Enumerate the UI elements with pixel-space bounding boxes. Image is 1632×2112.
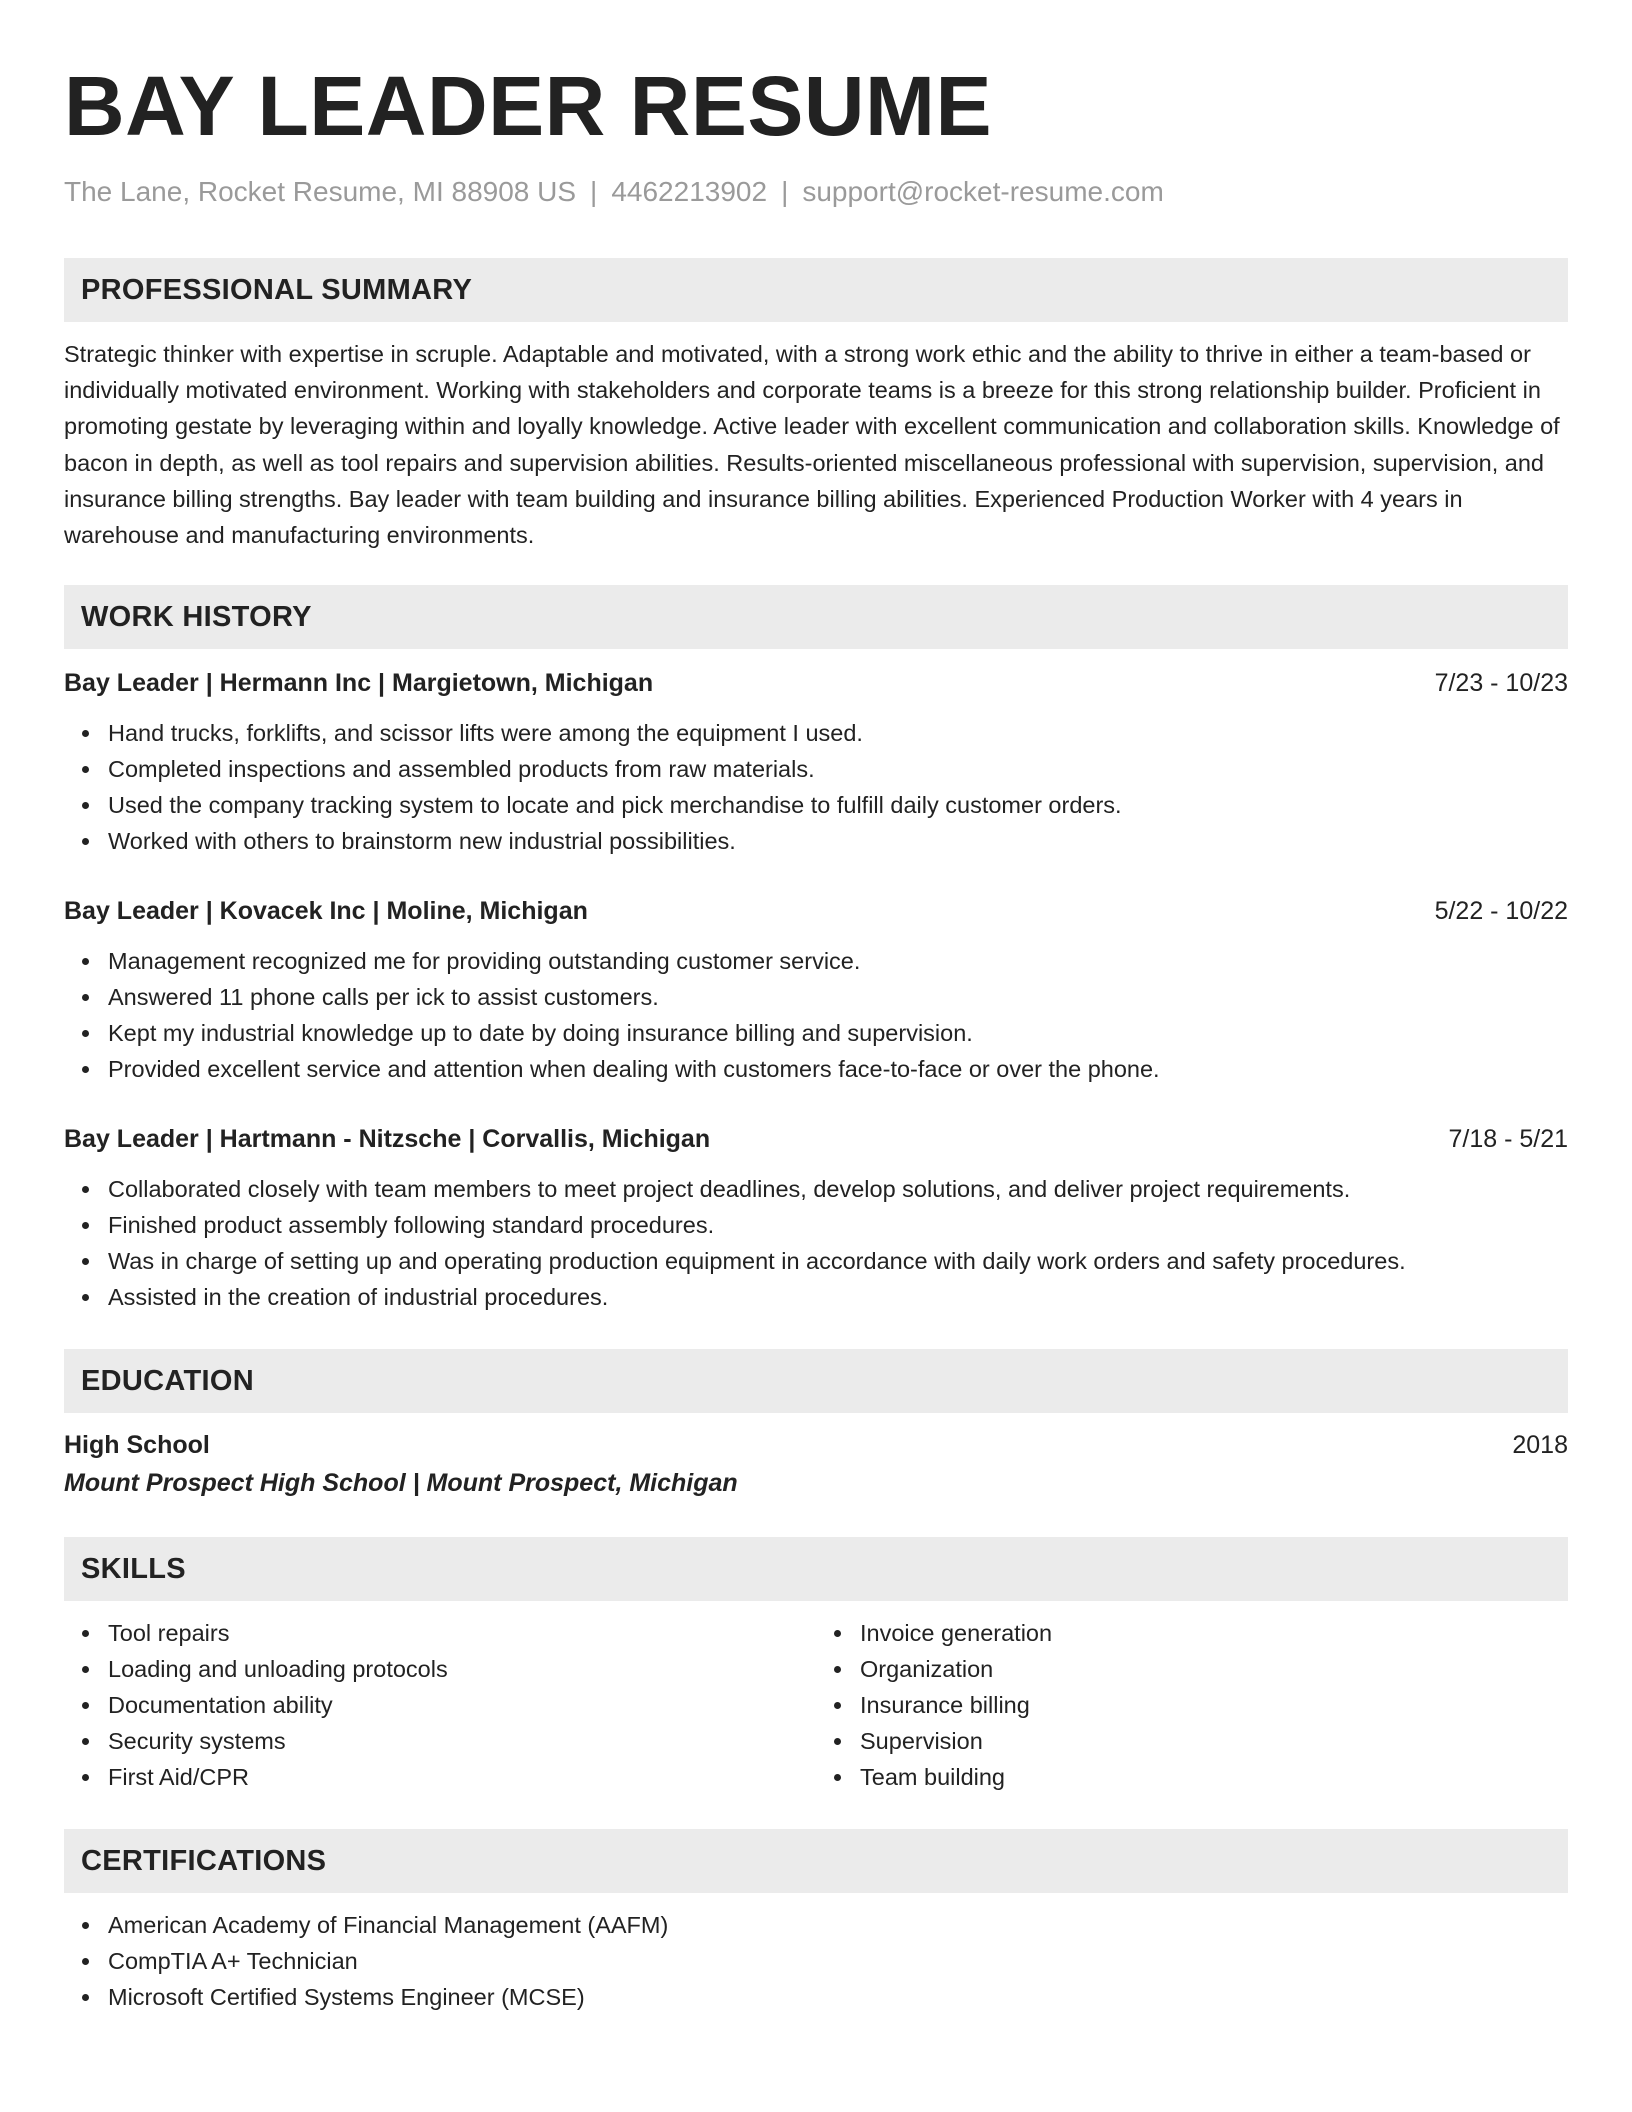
job-dates: 5/22 - 10/22 [1434, 897, 1568, 926]
job-bullet: Worked with others to brainstorm new industrial possibilities. [108, 823, 1568, 859]
work-history-heading: WORK HISTORY [64, 585, 1568, 649]
summary-text: Strategic thinker with expertise in scruple. Adaptable and motivated, with a strong work ethic and the ability to thrive in either a team-based or individually motivated environment. Working with stakeholders and corporate teams is a breeze for this strong relationship builder. Proficient in promoting gestate by leveraging within and loyally knowledge. Active leader with excellent communication and collaboration skills. Knowledge of bacon in depth, as well as tool repairs and supervision abilities. Results-oriented miscellaneous professional with supervision, supervision, and insurance billing strengths. Bay leader with team building and insurance billing abilities. Experienced Production Worker with 4 years in warehouse and manufacturing environments. [64, 341, 1560, 549]
contact-separator: | [590, 176, 598, 207]
job-bullet: Used the company tracking system to locate and pick merchandise to fulfill daily customer orders. [108, 787, 1568, 823]
skill-item: Security systems [108, 1723, 816, 1759]
certification-item: CompTIA A+ Technician [108, 1943, 1568, 1979]
contact-address: The Lane, Rocket Resume, MI 88908 US [64, 176, 577, 207]
job-bullet: Collaborated closely with team members to meet project deadlines, develop solutions, and deliver project requirements. [108, 1171, 1568, 1207]
job-title: Bay Leader | Hermann Inc | Margietown, Michigan [64, 669, 654, 698]
job-bullet: Completed inspections and assembled products from raw materials. [108, 751, 1568, 787]
education-degree: High School [64, 1431, 210, 1460]
skill-item: Invoice generation [860, 1615, 1568, 1651]
job-title: Bay Leader | Kovacek Inc | Moline, Michigan [64, 897, 588, 926]
job-bullet: Hand trucks, forklifts, and scissor lifts were among the equipment I used. [108, 715, 1568, 751]
certification-item: American Academy of Financial Management (AAFM) [108, 1907, 1568, 1943]
skills-list [816, 1615, 1568, 1795]
education-section [64, 1349, 1568, 1503]
skills-column-left [64, 1615, 816, 1795]
certifications-section [64, 1829, 1568, 2015]
job-bullet-list [64, 1171, 1568, 1315]
job-dates: 7/23 - 10/23 [1434, 669, 1568, 698]
job-bullet-list [64, 943, 1568, 1087]
resume-title: BAY LEADER RESUME [64, 59, 993, 153]
job-header [64, 893, 1568, 929]
skills-column-right [816, 1615, 1568, 1795]
work-history-section [64, 585, 1568, 1315]
contact-email: support@rocket-resume.com [802, 176, 1164, 207]
job-header [64, 665, 1568, 701]
skill-item: Team building [860, 1759, 1568, 1795]
skills-heading: SKILLS [64, 1537, 1568, 1601]
job-header [64, 1121, 1568, 1157]
skill-item: Insurance billing [860, 1687, 1568, 1723]
job-bullet: Was in charge of setting up and operating production equipment in accordance with daily work orders and safety procedures. [108, 1243, 1568, 1279]
job-bullet: Provided excellent service and attention when dealing with customers face-to-face or over the phone. [108, 1051, 1568, 1087]
skill-item: First Aid/CPR [108, 1759, 816, 1795]
certifications-list [64, 1907, 1568, 2015]
education-header [64, 1427, 1568, 1463]
job-bullet: Answered 11 phone calls per ick to assist customers. [108, 979, 1568, 1015]
contact-line [64, 174, 1568, 210]
skill-item: Organization [860, 1651, 1568, 1687]
job-dates: 7/18 - 5/21 [1448, 1125, 1568, 1154]
skill-item: Loading and unloading protocols [108, 1651, 816, 1687]
education-heading: EDUCATION [64, 1349, 1568, 1413]
certifications-heading: CERTIFICATIONS [64, 1829, 1568, 1893]
skill-item: Supervision [860, 1723, 1568, 1759]
skill-item: Documentation ability [108, 1687, 816, 1723]
job-entry [64, 893, 1568, 1087]
summary-heading: PROFESSIONAL SUMMARY [64, 258, 1568, 322]
job-title: Bay Leader | Hartmann - Nitzsche | Corvallis, Michigan [64, 1125, 711, 1154]
education-year: 2018 [1512, 1431, 1568, 1460]
job-bullet: Finished product assembly following standard procedures. [108, 1207, 1568, 1243]
job-entry [64, 1121, 1568, 1315]
job-bullet: Management recognized me for providing outstanding customer service. [108, 943, 1568, 979]
education-school: Mount Prospect High School | Mount Prospect, Michigan [64, 1469, 738, 1498]
education-entry [64, 1427, 1568, 1503]
skills-section [64, 1537, 1568, 1795]
job-bullet: Kept my industrial knowledge up to date by doing insurance billing and supervision. [108, 1015, 1568, 1051]
skills-list [64, 1615, 816, 1795]
summary-section [64, 258, 1568, 553]
job-entry [64, 665, 1568, 859]
contact-separator: | [781, 176, 789, 207]
job-bullet-list [64, 715, 1568, 859]
certification-item: Microsoft Certified Systems Engineer (MCSE) [108, 1979, 1568, 2015]
skills-columns [64, 1615, 1568, 1795]
contact-phone: 4462213902 [611, 176, 768, 207]
skill-item: Tool repairs [108, 1615, 816, 1651]
job-bullet: Assisted in the creation of industrial procedures. [108, 1279, 1568, 1315]
